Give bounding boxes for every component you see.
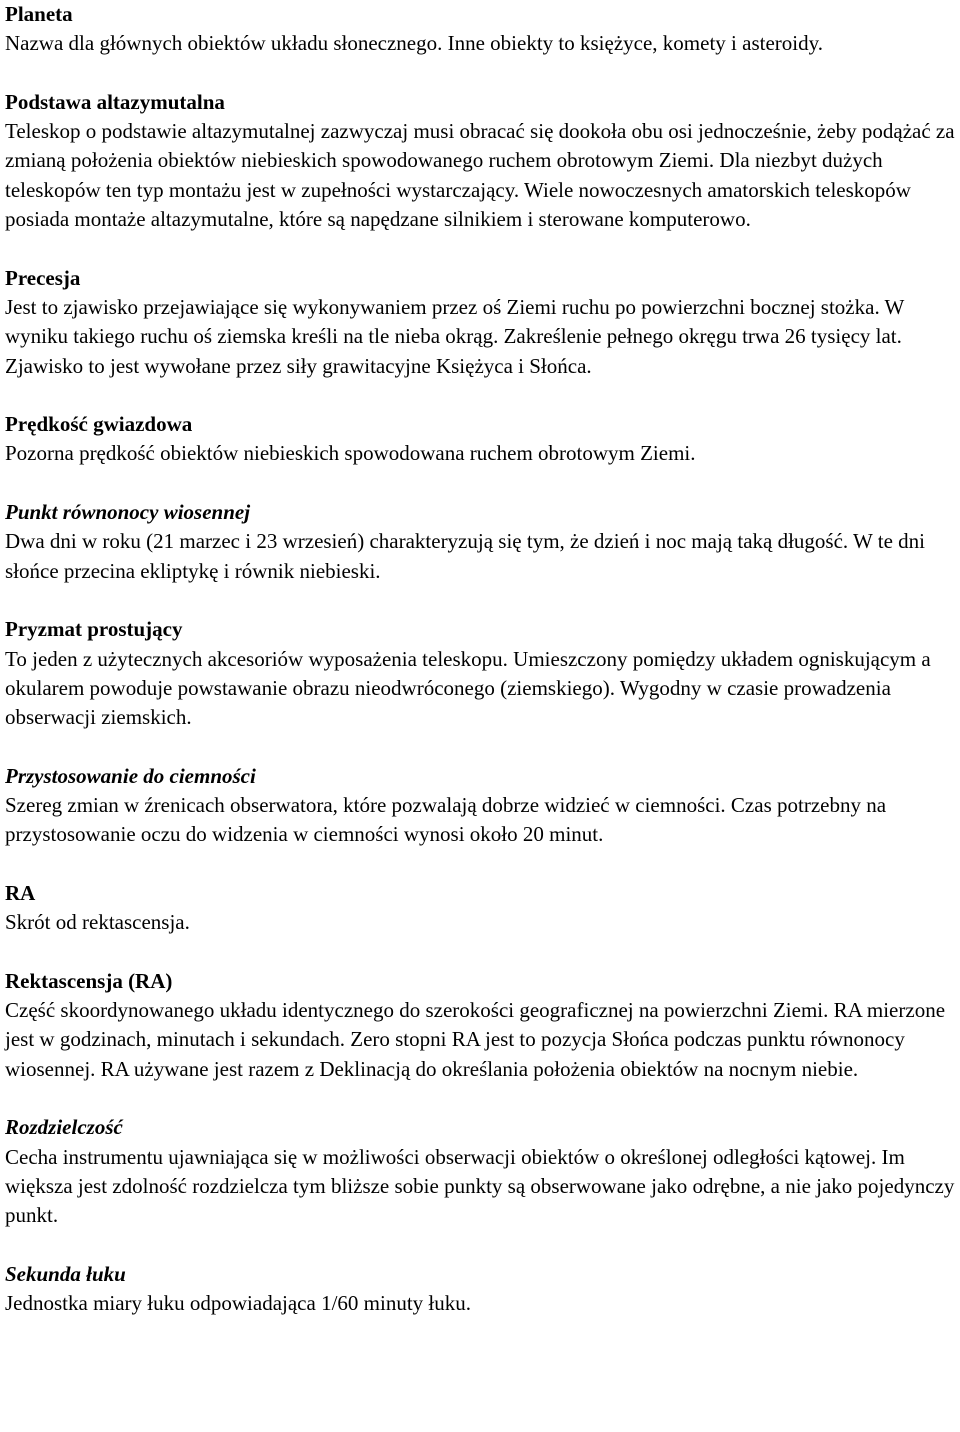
term-definition: Nazwa dla głównych obiektów układu słonecznego. Inne obiekty to księżyce, komety i asteroidy. (5, 31, 823, 56)
entry-spacer (5, 234, 957, 263)
term-heading: Przystosowanie do ciemności (5, 763, 256, 788)
term-definition: Szereg zmian w źrenicach obserwatora, które pozwalają dobrze widzieć w ciemności. Czas potrzebny na przystosowanie oczu do widzenia w ciemności wynosi około 20 minut. (5, 793, 887, 847)
entry-spacer (5, 938, 957, 967)
term-heading: Rektascensja (RA) (5, 968, 173, 993)
entry-spacer (5, 469, 957, 498)
term-heading: Rozdzielczość (5, 1115, 123, 1140)
glossary-entry-planeta (5, 0, 957, 59)
entry-spacer (5, 850, 957, 879)
term-heading: Precesja (5, 265, 81, 290)
glossary-entry-pryzmat-prostujacy (5, 615, 957, 732)
term-definition: Jednostka miary łuku odpowiadająca 1/60 minuty łuku. (5, 1291, 471, 1316)
glossary-entry-podstawa-altazymutalna (5, 88, 957, 234)
term-definition: Dwa dni w roku (21 marzec i 23 wrzesień) charakteryzują się tym, że dzień i noc mają taką długość. W te dni słońce przecina ekliptykę i równik niebieski. (5, 529, 925, 583)
glossary-entry-predkosc-gwiazdowa (5, 410, 957, 469)
entry-spacer (5, 586, 957, 615)
term-heading: Podstawa altazymutalna (5, 89, 225, 114)
term-heading: Planeta (5, 2, 73, 26)
term-definition: Pozorna prędkość obiektów niebieskich spowodowana ruchem obrotowym Ziemi. (5, 441, 696, 466)
entry-spacer (5, 1230, 957, 1259)
term-definition: Skrót od rektascensja. (5, 910, 190, 935)
term-heading: Punkt równonocy wiosennej (5, 500, 251, 525)
glossary-page (5, 0, 957, 1318)
entry-spacer (5, 1084, 957, 1113)
term-definition: To jeden z użytecznych akcesoriów wyposażenia teleskopu. Umieszczony pomiędzy układem ogniskującym a okularem powoduje powstawanie obrazu nieodwróconego (ziemskiego). Wygodny w czasie prowadzenia obserwacji ziemskich. (5, 646, 931, 730)
glossary-entry-rozdzielczosc (5, 1113, 957, 1230)
term-heading: Sekunda łuku (5, 1261, 126, 1286)
term-definition (5, 117, 957, 234)
term-definition: Część skoordynowanego układu identycznego do szerokości geograficznej na powierzchni Ziemi. RA mierzone jest w godzinach, minutach i sekundach. Zero stopni RA jest to pozycja Słońca podczas punktu równonocy wiosennej. RA używane jest razem z Deklinacją do określania położenia obiektów na nocnym niebie. (5, 998, 946, 1081)
term-definition: Cecha instrumentu ujawniająca się w możliwości obserwacji obiektów o określonej odległości kątowej. Im większa jest zdolność rozdzielcza tym bliższe sobie punkty są obserwowane jako odrębne, a nie jako pojedynczy punkt. (5, 1144, 955, 1228)
term-heading: RA (5, 880, 36, 905)
term-definition-text: Teleskop o podstawie altazymutalnej zazwyczaj musi obracać się dookoła obu osi jednocześnie, żeby podążać za zmianą położenia obiektów niebieskich spowodowanego ruchem obrotowym Ziemi. Dla niezbyt dużych teleskopów ten typ montażu jest w zupełności wystarczający. Wiele nowoczesnych amatorskich teleskopów posiada montaże altazymutalne, które są napędzane silnikiem i sterowane komputerowo. (5, 119, 955, 232)
entry-spacer (5, 732, 957, 761)
entry-spacer (5, 59, 957, 88)
glossary-entry-ra (5, 879, 957, 938)
glossary-entry-punkt-rownonocy (5, 498, 957, 586)
term-heading: Prędkość gwiazdowa (5, 412, 193, 437)
glossary-entry-precesja (5, 264, 957, 381)
entry-spacer (5, 381, 957, 410)
glossary-entry-rektascensja (5, 967, 957, 1084)
glossary-entry-sekunda-luku (5, 1260, 957, 1319)
term-heading: Pryzmat prostujący (5, 617, 183, 642)
glossary-entry-przystosowanie (5, 762, 957, 850)
term-definition: Jest to zjawisko przejawiające się wykonywaniem przez oś Ziemi ruchu po powierzchni bocznej stożka. W wyniku takiego ruchu oś ziemska kreśli na tle nieba okrąg. Zakreślenie pełnego okręgu trwa 26 tysięcy lat. Zjawisko to jest wywołane przez siły grawitacyjne Księżyca i Słońca. (5, 294, 905, 378)
